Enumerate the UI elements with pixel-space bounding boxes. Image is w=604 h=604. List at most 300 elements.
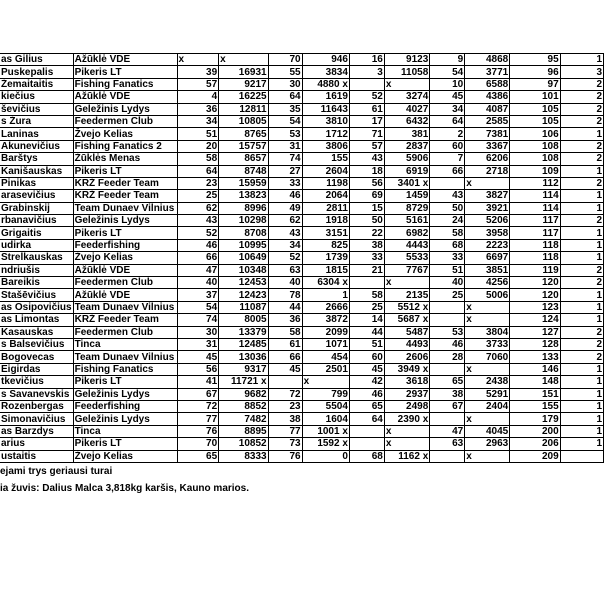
round4-weight-cell: x	[465, 413, 510, 425]
team-name-cell: Feedermen Club	[73, 277, 177, 289]
round4-weight-cell: 4256	[465, 277, 510, 289]
total-points-cell: 106	[510, 128, 560, 140]
table-row	[0, 338, 604, 350]
angler-name-cell: ndriušis	[0, 264, 73, 276]
team-name-cell: Geležinis Lydys	[73, 215, 177, 227]
round4-weight-cell: 5291	[465, 388, 510, 400]
round3-place-cell: 33	[349, 252, 384, 264]
table-row	[0, 190, 604, 202]
round1-weight-cell: 8765	[219, 128, 268, 140]
round3-weight-cell: 4493	[384, 338, 429, 350]
angler-name-cell: Stašēvičius	[0, 289, 73, 301]
round4-weight-cell: 2438	[465, 376, 510, 388]
table-row	[0, 177, 604, 189]
round2-place-cell: 35	[268, 103, 302, 115]
total-points-cell: 101	[510, 91, 560, 103]
round2-place-cell: 52	[268, 252, 302, 264]
round4-place-cell: 58	[430, 227, 465, 239]
team-points-cell: 1	[560, 202, 603, 214]
round2-weight-cell: 2501	[302, 363, 349, 375]
table-row	[0, 153, 604, 165]
round3-weight-cell: 6432	[384, 115, 429, 127]
total-points-cell: 114	[510, 202, 560, 214]
team-name-cell: Žvejo Kelias	[73, 128, 177, 140]
round4-place-cell: 54	[430, 66, 465, 78]
team-points-cell: 1	[560, 227, 603, 239]
round2-weight-cell: 2811	[302, 202, 349, 214]
round2-place-cell: 53	[268, 128, 302, 140]
round2-weight-cell: 454	[302, 351, 349, 363]
angler-name-cell: as Limontas	[0, 314, 73, 326]
team-points-cell: 2	[560, 140, 603, 152]
round2-place-cell: 43	[268, 227, 302, 239]
round1-weight-cell: 8657	[219, 153, 268, 165]
round2-weight-cell: 5504	[302, 400, 349, 412]
round4-place-cell: 38	[430, 388, 465, 400]
total-points-cell: 118	[510, 239, 560, 251]
round2-place-cell: 40	[268, 277, 302, 289]
round4-weight-cell: 2585	[465, 115, 510, 127]
round2-place-cell: 36	[268, 314, 302, 326]
round4-weight-cell: 3958	[465, 227, 510, 239]
round1-place-cell: 41	[177, 376, 219, 388]
round1-place-cell: 45	[177, 351, 219, 363]
angler-name-cell: Kasauskas	[0, 326, 73, 338]
total-points-cell: 120	[510, 277, 560, 289]
round3-weight-cell: 2606	[384, 351, 429, 363]
round3-weight-cell: 2390 x	[384, 413, 429, 425]
round4-place-cell: 50	[430, 202, 465, 214]
round4-weight-cell: x	[465, 363, 510, 375]
round2-place-cell: 46	[268, 190, 302, 202]
round1-place-cell: 67	[177, 388, 219, 400]
team-points-cell: 1	[560, 165, 603, 177]
team-name-cell: Pikeris LT	[73, 376, 177, 388]
total-points-cell: 133	[510, 351, 560, 363]
team-name-cell: Fishing Fanatics 2	[73, 140, 177, 152]
footnote-biggest-fish: ia žuvis: Dalius Malca 3,818kg karšis, Kauno marios.	[0, 483, 249, 494]
round3-weight-cell: 2498	[384, 400, 429, 412]
round2-weight-cell: 1619	[302, 91, 349, 103]
round4-weight-cell: 4045	[465, 425, 510, 437]
team-name-cell: Žūklės Menas	[73, 153, 177, 165]
table-row	[0, 351, 604, 363]
team-points-cell: 2	[560, 326, 603, 338]
round1-place-cell: 47	[177, 264, 219, 276]
round3-weight-cell: x	[384, 277, 429, 289]
round1-weight-cell: 11087	[219, 301, 268, 313]
round4-place-cell: 64	[430, 115, 465, 127]
angler-name-cell: Pinikas	[0, 177, 73, 189]
results-table	[0, 53, 604, 463]
round2-place-cell: 64	[268, 91, 302, 103]
round3-place-cell: 60	[349, 351, 384, 363]
team-name-cell: Team Dunaev Vilnius	[73, 301, 177, 313]
table-row	[0, 115, 604, 127]
round4-place-cell: 7	[430, 153, 465, 165]
round2-place-cell: 76	[268, 450, 302, 462]
total-points-cell: 105	[510, 103, 560, 115]
round3-weight-cell: 3401 x	[384, 177, 429, 189]
round3-place-cell: 14	[349, 314, 384, 326]
round4-place-cell	[430, 450, 465, 462]
round1-place-cell: 54	[177, 301, 219, 313]
round4-weight-cell: 2718	[465, 165, 510, 177]
round3-weight-cell: 381	[384, 128, 429, 140]
round2-place-cell: 62	[268, 215, 302, 227]
team-points-cell: 1	[560, 413, 603, 425]
team-name-cell: KRŽ Feeder Team	[73, 190, 177, 202]
round1-weight-cell: 8748	[219, 165, 268, 177]
angler-name-cell: as Gilius	[0, 54, 73, 66]
team-points-cell: 3	[560, 66, 603, 78]
table-row	[0, 165, 604, 177]
round1-weight-cell: 12453	[219, 277, 268, 289]
team-name-cell: Feedermen Club	[73, 326, 177, 338]
team-points-cell: 1	[560, 239, 603, 251]
round4-weight-cell: 7060	[465, 351, 510, 363]
round1-place-cell: 31	[177, 338, 219, 350]
angler-name-cell: ševičius	[0, 103, 73, 115]
round2-weight-cell: 1071	[302, 338, 349, 350]
angler-name-cell: Kanišauskas	[0, 165, 73, 177]
total-points-cell: 108	[510, 140, 560, 152]
team-points-cell: 2	[560, 78, 603, 90]
round3-weight-cell: 1459	[384, 190, 429, 202]
table-row	[0, 103, 604, 115]
table-row	[0, 438, 604, 450]
round3-weight-cell: 11058	[384, 66, 429, 78]
round3-place-cell: 17	[349, 115, 384, 127]
table-row	[0, 450, 604, 462]
total-points-cell: 105	[510, 115, 560, 127]
team-name-cell: Fishing Fanatics	[73, 363, 177, 375]
round4-weight-cell: 3733	[465, 338, 510, 350]
round2-place-cell: 54	[268, 115, 302, 127]
round3-weight-cell: 8729	[384, 202, 429, 214]
round1-place-cell: 56	[177, 363, 219, 375]
round1-weight-cell: 12811	[219, 103, 268, 115]
round4-weight-cell: x	[465, 314, 510, 326]
round1-weight-cell: 12485	[219, 338, 268, 350]
round4-weight-cell: 6206	[465, 153, 510, 165]
angler-name-cell: s Žura	[0, 115, 73, 127]
round3-place-cell: 3	[349, 66, 384, 78]
round3-weight-cell: 5512 x	[384, 301, 429, 313]
round1-weight-cell: 13823	[219, 190, 268, 202]
round1-weight-cell: 10298	[219, 215, 268, 227]
round2-weight-cell: 946	[302, 54, 349, 66]
round4-weight-cell: 3851	[465, 264, 510, 276]
round2-place-cell: 77	[268, 425, 302, 437]
round2-weight-cell: 155	[302, 153, 349, 165]
round2-place-cell: 49	[268, 202, 302, 214]
round1-place-cell: 23	[177, 177, 219, 189]
round4-weight-cell: x	[465, 301, 510, 313]
angler-name-cell: Eigirdas	[0, 363, 73, 375]
team-name-cell: KRŽ Feeder Team	[73, 177, 177, 189]
total-points-cell: 112	[510, 177, 560, 189]
round4-weight-cell: 5006	[465, 289, 510, 301]
round2-weight-cell: 799	[302, 388, 349, 400]
round3-place-cell: 64	[349, 413, 384, 425]
angler-name-cell: Rozenbergas	[0, 400, 73, 412]
team-points-cell: 1	[560, 190, 603, 202]
round3-weight-cell: x	[384, 425, 429, 437]
angler-name-cell: as Osipovičius	[1, 302, 72, 313]
angler-name-cell: Grabinskij	[0, 202, 73, 214]
round4-place-cell: 10	[430, 78, 465, 90]
round2-place-cell: 72	[268, 388, 302, 400]
angler-name-cell: Simonavičius	[0, 413, 73, 425]
round2-weight-cell: 0	[302, 450, 349, 462]
round4-place-cell: 45	[430, 91, 465, 103]
angler-name-cell: as Barzdys	[0, 425, 73, 437]
results-rows	[0, 54, 604, 463]
round3-weight-cell: 6919	[384, 165, 429, 177]
angler-name-cell: arasevičius	[0, 190, 73, 202]
team-points-cell: 2	[560, 277, 603, 289]
round1-weight-cell: 12423	[219, 289, 268, 301]
team-points-cell: 1	[560, 376, 603, 388]
angler-name-cell: Strelkauskas	[0, 252, 73, 264]
table-row	[0, 140, 604, 152]
round2-place-cell: 63	[268, 264, 302, 276]
round1-place-cell: 58	[177, 153, 219, 165]
round2-place-cell: 58	[268, 326, 302, 338]
round2-weight-cell: 1198	[302, 177, 349, 189]
total-points-cell: 209	[510, 450, 560, 462]
angler-name-cell: arius	[0, 438, 73, 450]
table-row	[0, 425, 604, 437]
team-name-cell: Tinca	[73, 425, 177, 437]
round4-place-cell: 43	[430, 190, 465, 202]
angler-name-cell: Žemaitaitis	[0, 78, 73, 90]
round3-weight-cell: 4443	[384, 239, 429, 251]
angler-name-cell: udirka	[0, 239, 73, 251]
round4-weight-cell: 3367	[465, 140, 510, 152]
round2-weight-cell: 1592 x	[302, 438, 349, 450]
round2-weight-cell: 1739	[302, 252, 349, 264]
round1-place-cell: 40	[177, 277, 219, 289]
round1-place-cell: 46	[177, 239, 219, 251]
table-row	[0, 215, 604, 227]
round4-place-cell: 24	[430, 215, 465, 227]
round1-weight-cell: 8895	[219, 425, 268, 437]
round2-weight-cell: 1815	[302, 264, 349, 276]
round1-place-cell: 43	[177, 215, 219, 227]
round3-place-cell: 51	[349, 338, 384, 350]
round2-place-cell: 66	[268, 351, 302, 363]
team-name-cell: Team Dunaev Vilnius	[73, 202, 177, 214]
round4-place-cell: 25	[430, 289, 465, 301]
round3-weight-cell: 3274	[384, 91, 429, 103]
round1-place-cell: 39	[177, 66, 219, 78]
team-name-cell: Pikeris LT	[73, 227, 177, 239]
total-points-cell: 117	[510, 227, 560, 239]
round1-place-cell: 76	[177, 425, 219, 437]
round4-place-cell: 40	[430, 277, 465, 289]
total-points-cell: 151	[510, 388, 560, 400]
team-points-cell: 2	[560, 215, 603, 227]
round1-weight-cell: 9317	[219, 363, 268, 375]
round2-weight-cell: 6304 x	[302, 277, 349, 289]
round3-weight-cell: 3618	[384, 376, 429, 388]
team-points-cell: 1	[560, 301, 603, 313]
round1-weight-cell: 16225	[219, 91, 268, 103]
team-points-cell: 2	[560, 351, 603, 363]
total-points-cell: 148	[510, 376, 560, 388]
team-name-cell: Žvejo Kelias	[73, 450, 177, 462]
team-points-cell: 2	[560, 264, 603, 276]
round4-place-cell: 53	[430, 326, 465, 338]
round4-weight-cell: 2963	[465, 438, 510, 450]
team-name-cell: Ažūklė VDE	[73, 54, 177, 66]
round3-place-cell: 50	[349, 215, 384, 227]
total-points-cell: 97	[510, 78, 560, 90]
round3-weight-cell: 1162 x	[384, 450, 429, 462]
round4-weight-cell: 4087	[465, 103, 510, 115]
angler-name-cell: ustaitis	[0, 450, 73, 462]
round2-weight-cell: 3810	[302, 115, 349, 127]
team-name-cell: Tinca	[73, 338, 177, 350]
round4-place-cell: 60	[430, 140, 465, 152]
angler-name-cell: Puskepalis	[0, 66, 73, 78]
table-row	[0, 277, 604, 289]
total-points-cell: 95	[510, 54, 560, 66]
team-name-cell: Geležinis Lydys	[73, 413, 177, 425]
round4-weight-cell: 4386	[465, 91, 510, 103]
round3-place-cell: 43	[349, 153, 384, 165]
results-sheet	[0, 53, 604, 463]
round4-place-cell: 67	[430, 400, 465, 412]
round1-place-cell: 30	[177, 326, 219, 338]
team-name-cell: Geležinis Lydys	[73, 103, 177, 115]
team-name-cell: Geležinis Lydys	[73, 388, 177, 400]
team-points-cell: 1	[560, 425, 603, 437]
round4-place-cell: 28	[430, 351, 465, 363]
round3-weight-cell: 5533	[384, 252, 429, 264]
team-points-cell: 2	[560, 91, 603, 103]
round1-weight-cell: 8333	[219, 450, 268, 462]
round1-weight-cell: 15959	[219, 177, 268, 189]
round1-weight-cell: 16931	[219, 66, 268, 78]
team-points-cell: 1	[560, 54, 603, 66]
round1-place-cell: 72	[177, 400, 219, 412]
round4-weight-cell: 4868	[465, 54, 510, 66]
round3-place-cell: 58	[349, 289, 384, 301]
total-points-cell: 206	[510, 438, 560, 450]
round2-place-cell: 44	[268, 301, 302, 313]
round3-weight-cell: 5906	[384, 153, 429, 165]
total-points-cell: 124	[510, 314, 560, 326]
round3-place-cell: 52	[349, 91, 384, 103]
round2-place-cell: 74	[268, 153, 302, 165]
round1-weight-cell: 8996	[219, 202, 268, 214]
round2-place-cell: 34	[268, 239, 302, 251]
table-row	[0, 91, 604, 103]
round4-weight-cell: x	[465, 177, 510, 189]
round4-place-cell: 47	[430, 425, 465, 437]
team-points-cell: 1	[560, 289, 603, 301]
team-name-cell: Ažūklė VDE	[73, 264, 177, 276]
round3-weight-cell: 9123	[384, 54, 429, 66]
round4-weight-cell: 6697	[465, 252, 510, 264]
team-points-cell: 2	[560, 153, 603, 165]
total-points-cell: 96	[510, 66, 560, 78]
round1-weight-cell: 8852	[219, 400, 268, 412]
round1-weight-cell: 13036	[219, 351, 268, 363]
round1-place-cell: 25	[177, 190, 219, 202]
team-name-cell: Pikeris LT	[73, 165, 177, 177]
round4-place-cell: 2	[430, 128, 465, 140]
round3-place-cell: 56	[349, 177, 384, 189]
round3-place-cell	[349, 438, 384, 450]
table-row	[0, 301, 604, 313]
round3-place-cell	[349, 277, 384, 289]
team-name-cell: Fishing Fanatics	[73, 78, 177, 90]
round1-place-cell: x	[177, 54, 219, 66]
team-name-cell: Feederfishing	[73, 239, 177, 251]
team-points-cell: 2	[560, 115, 603, 127]
round2-weight-cell: 1001 x	[302, 425, 349, 437]
round1-place-cell: 36	[177, 103, 219, 115]
round4-place-cell: 63	[430, 438, 465, 450]
round3-place-cell: 16	[349, 54, 384, 66]
team-name-cell: Pikeris LT	[73, 66, 177, 78]
round4-weight-cell: 2223	[465, 239, 510, 251]
round2-place-cell	[268, 376, 302, 388]
round3-place-cell: 69	[349, 190, 384, 202]
angler-name-cell: s Balsevičius	[0, 338, 73, 350]
total-points-cell: 108	[510, 153, 560, 165]
round3-place-cell	[349, 425, 384, 437]
round4-weight-cell: 2404	[465, 400, 510, 412]
round2-weight-cell: 2064	[302, 190, 349, 202]
table-row	[0, 314, 604, 326]
round3-place-cell: 57	[349, 140, 384, 152]
round2-place-cell: 27	[268, 165, 302, 177]
table-row	[0, 202, 604, 214]
angler-name-cell: Akunevičius	[0, 140, 73, 152]
table-row	[0, 66, 604, 78]
round1-place-cell: 74	[177, 314, 219, 326]
round1-weight-cell: 13379	[219, 326, 268, 338]
round4-place-cell	[430, 177, 465, 189]
angler-name-cell: Barštys	[0, 153, 73, 165]
round1-place-cell: 65	[177, 450, 219, 462]
round1-weight-cell: 15757	[219, 140, 268, 152]
table-row	[0, 413, 604, 425]
round3-place-cell: 25	[349, 301, 384, 313]
round1-place-cell: 52	[177, 227, 219, 239]
round4-place-cell: 33	[430, 252, 465, 264]
total-points-cell: 155	[510, 400, 560, 412]
team-name-cell: Ažūklė VDE	[73, 91, 177, 103]
table-row	[0, 239, 604, 251]
round4-place-cell	[430, 314, 465, 326]
team-points-cell: 1	[560, 363, 603, 375]
round1-place-cell: 64	[177, 165, 219, 177]
round4-place-cell	[430, 301, 465, 313]
table-row	[0, 78, 604, 90]
round1-weight-cell: 9217	[219, 78, 268, 90]
team-points-cell: 2	[560, 103, 603, 115]
round2-weight-cell: 3834	[302, 66, 349, 78]
round3-place-cell: 18	[349, 165, 384, 177]
round2-weight-cell: 11643	[302, 103, 349, 115]
angler-name-cell: tkevičius	[0, 376, 73, 388]
